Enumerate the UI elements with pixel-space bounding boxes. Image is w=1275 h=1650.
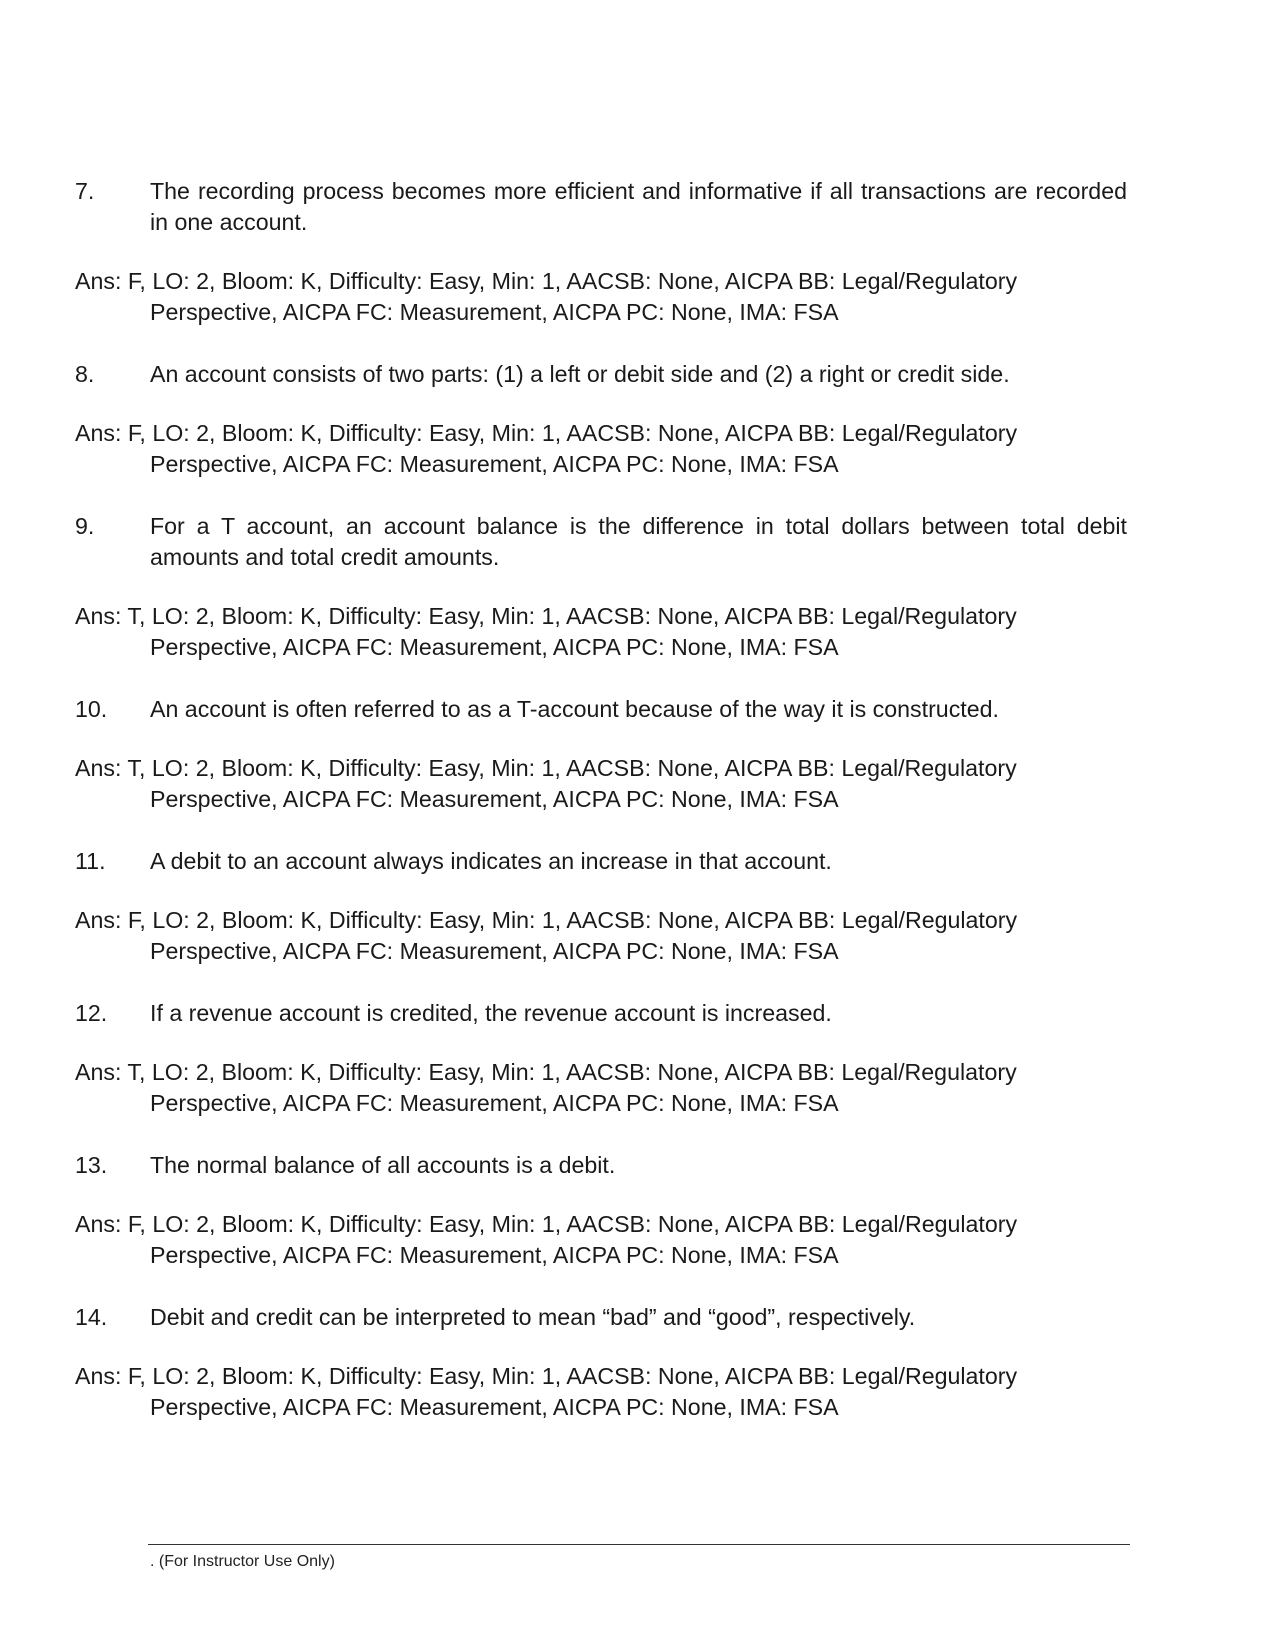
answer-7: Ans: F, LO: 2, Bloom: K, Difficulty: Easy, Min: 1, AACSB: None, AICPA BB: Legal/Regulatory Perspective, AICPA FC: Measurement, AICPA PC: None, IMA: FSA <box>75 268 1018 325</box>
question-text: Debit and credit can be interpreted to mean “bad” and “good”, respectively. <box>150 1304 916 1330</box>
answer-11: Ans: F, LO: 2, Bloom: K, Difficulty: Easy, Min: 1, AACSB: None, AICPA BB: Legal/Regulatory Perspective, AICPA FC: Measurement, AICPA PC: None, IMA: FSA <box>75 907 1018 964</box>
question-number: 12. <box>75 1000 108 1026</box>
question-text: An account is often referred to as a T-account because of the way it is constructed. <box>150 696 999 722</box>
answer-8: Ans: F, LO: 2, Bloom: K, Difficulty: Easy, Min: 1, AACSB: None, AICPA BB: Legal/Regulatory Perspective, AICPA FC: Measurement, AICPA PC: None, IMA: FSA <box>75 420 1018 477</box>
question-number: 9. <box>75 513 95 539</box>
question-number: 7. <box>75 178 95 204</box>
question-number: 11. <box>75 848 106 874</box>
question-number: 8. <box>75 361 95 387</box>
footer-divider <box>148 1544 1130 1545</box>
question-text: If a revenue account is credited, the revenue account is increased. <box>150 1000 832 1026</box>
question-text: A debit to an account always indicates an increase in that account. <box>150 848 832 874</box>
question-7 <box>75 176 1127 238</box>
answer-9: Ans: T, LO: 2, Bloom: K, Difficulty: Easy, Min: 1, AACSB: None, AICPA BB: Legal/Regulatory Perspective, AICPA FC: Measurement, AICPA PC: None, IMA: FSA <box>75 603 1017 660</box>
question-10 <box>75 694 1127 725</box>
question-14 <box>75 1302 1127 1333</box>
question-13 <box>75 1150 1127 1181</box>
question-9 <box>75 511 1127 573</box>
answer-14: Ans: F, LO: 2, Bloom: K, Difficulty: Easy, Min: 1, AACSB: None, AICPA BB: Legal/Regulatory Perspective, AICPA FC: Measurement, AICPA PC: None, IMA: FSA <box>75 1363 1018 1420</box>
question-number: 13. <box>75 1152 108 1178</box>
footer-note: . (For Instructor Use Only) <box>150 1553 335 1570</box>
question-text: An account consists of two parts: (1) a left or debit side and (2) a right or credit side. <box>150 361 1010 387</box>
question-text: The recording process becomes more efficient and informative if all transactions are recorded in one account. <box>150 178 1127 235</box>
question-8 <box>75 359 1127 390</box>
question-12 <box>75 998 1127 1029</box>
question-list <box>75 176 1127 1454</box>
question-text: The normal balance of all accounts is a debit. <box>150 1152 616 1178</box>
question-number: 14. <box>75 1304 108 1330</box>
answer-10: Ans: T, LO: 2, Bloom: K, Difficulty: Easy, Min: 1, AACSB: None, AICPA BB: Legal/Regulatory Perspective, AICPA FC: Measurement, AICPA PC: None, IMA: FSA <box>75 755 1017 812</box>
question-11 <box>75 846 1127 877</box>
answer-13: Ans: F, LO: 2, Bloom: K, Difficulty: Easy, Min: 1, AACSB: None, AICPA BB: Legal/Regulatory Perspective, AICPA FC: Measurement, AICPA PC: None, IMA: FSA <box>75 1211 1018 1268</box>
question-text: For a T account, an account balance is the difference in total dollars between total debit amounts and total credit amounts. <box>150 513 1127 570</box>
question-number: 10. <box>75 696 108 722</box>
answer-12: Ans: T, LO: 2, Bloom: K, Difficulty: Easy, Min: 1, AACSB: None, AICPA BB: Legal/Regulatory Perspective, AICPA FC: Measurement, AICPA PC: None, IMA: FSA <box>75 1059 1017 1116</box>
